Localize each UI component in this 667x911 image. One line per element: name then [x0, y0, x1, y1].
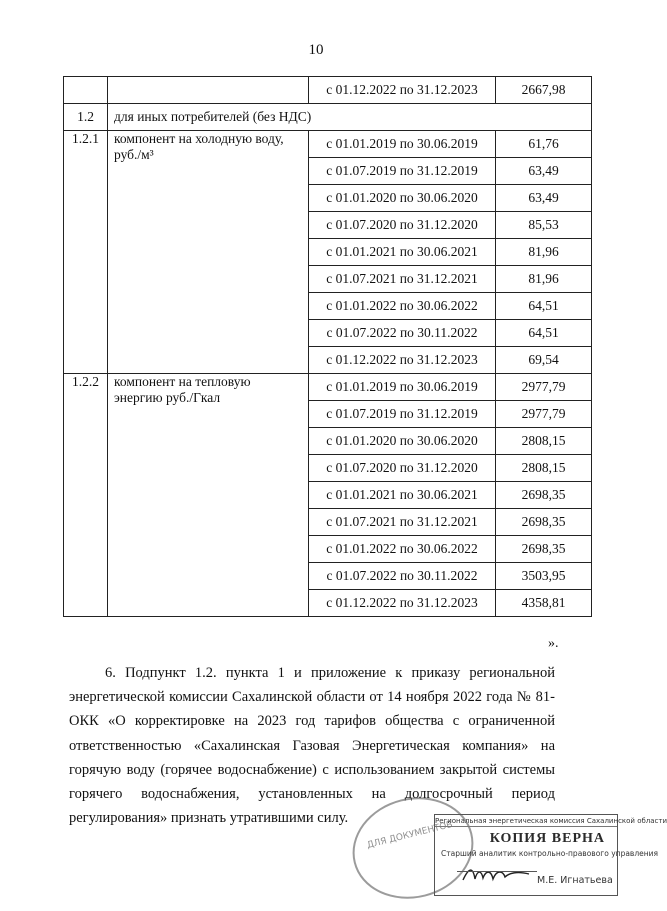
- table-cell-empty: [108, 77, 309, 104]
- section-number: 1.2.2: [64, 374, 108, 617]
- value-cell: 64,51: [496, 320, 592, 347]
- signature-line: [457, 871, 537, 872]
- stamp-organization: Региональная энергетическая комиссия Сахалинской области: [435, 817, 667, 825]
- section-name: компонент на тепловую энергию руб./Гкал: [108, 374, 309, 617]
- period-cell: с 01.07.2020 по 31.12.2020: [309, 455, 496, 482]
- period-cell: с 01.12.2022 по 31.12.2023: [309, 347, 496, 374]
- period-cell: с 01.01.2020 по 30.06.2020: [309, 185, 496, 212]
- value-cell: 81,96: [496, 239, 592, 266]
- period-cell: с 01.07.2019 по 31.12.2019: [309, 158, 496, 185]
- period-cell: с 01.01.2021 по 30.06.2021: [309, 482, 496, 509]
- table-row: [64, 77, 592, 104]
- group-row: [64, 104, 592, 131]
- period-cell: с 01.01.2019 по 30.06.2019: [309, 374, 496, 401]
- value-cell: 85,53: [496, 212, 592, 239]
- table-cell-empty: [64, 77, 108, 104]
- table-row: [64, 131, 592, 158]
- closing-quote: ».: [548, 636, 559, 651]
- value-cell: 61,76: [496, 131, 592, 158]
- value-cell: 2808,15: [496, 428, 592, 455]
- period-cell: с 01.07.2021 по 31.12.2021: [309, 266, 496, 293]
- value-cell: 2698,35: [496, 509, 592, 536]
- value-cell: 2808,15: [496, 455, 592, 482]
- copy-certified-stamp: [434, 814, 667, 896]
- value-cell: 63,49: [496, 185, 592, 212]
- tariff-table: [63, 76, 592, 617]
- period-cell: с 01.07.2022 по 30.11.2022: [309, 320, 496, 347]
- period-cell: с 01.01.2021 по 30.06.2021: [309, 239, 496, 266]
- value-cell: 2698,35: [496, 482, 592, 509]
- period-cell: с 01.07.2019 по 31.12.2019: [309, 401, 496, 428]
- value-cell: 4358,81: [496, 590, 592, 617]
- period-cell: с 01.12.2022 по 31.12.2023: [309, 77, 496, 104]
- signature-icon: [461, 865, 531, 885]
- period-cell: с 01.01.2022 по 30.06.2022: [309, 293, 496, 320]
- page-number: 10: [308, 42, 324, 58]
- stamp-position: Старший аналитик контрольно-правового управления: [441, 849, 659, 858]
- stamp-title: КОПИЯ ВЕРНА: [489, 831, 605, 846]
- value-cell: 64,51: [496, 293, 592, 320]
- period-cell: с 01.07.2021 по 31.12.2021: [309, 509, 496, 536]
- value-cell: 2977,79: [496, 374, 592, 401]
- value-cell: 2667,98: [496, 77, 592, 104]
- paragraph-item-6: 6. Подпункт 1.2. пункта 1 и приложение к приказу региональной энергетической комиссии Сахалинской области от 14 ноября 2022 года № 81-ОКК «О корректировке на 2023 год тарифов общества с ограниченной ответственностью «Сахалинская Газовая Энергетическая компания» на горячую воду (горячее водоснабжение) с использованием закрытой системы горячего водоснабжения, установленных на долгосрочный период регулирования» признать утратившими силу.: [69, 665, 555, 827]
- value-cell: 2698,35: [496, 536, 592, 563]
- group-label: для иных потребителей (без НДС): [108, 104, 592, 131]
- period-cell: с 01.01.2019 по 30.06.2019: [309, 131, 496, 158]
- section-name: компонент на холодную воду, руб./м³: [108, 131, 309, 374]
- seal-text: ДЛЯ ДОКУМЕНТОВ: [365, 819, 454, 851]
- period-cell: с 01.01.2022 по 30.06.2022: [309, 536, 496, 563]
- value-cell: 3503,95: [496, 563, 592, 590]
- value-cell: 63,49: [496, 158, 592, 185]
- stamp-signer: М.Е. Игнатьева: [537, 875, 613, 886]
- period-cell: с 01.07.2020 по 31.12.2020: [309, 212, 496, 239]
- section-number: 1.2.1: [64, 131, 108, 374]
- value-cell: 81,96: [496, 266, 592, 293]
- table-row: [64, 374, 592, 401]
- period-cell: с 01.01.2020 по 30.06.2020: [309, 428, 496, 455]
- value-cell: 69,54: [496, 347, 592, 374]
- period-cell: с 01.12.2022 по 31.12.2023: [309, 590, 496, 617]
- period-cell: с 01.07.2022 по 30.11.2022: [309, 563, 496, 590]
- group-number: 1.2: [64, 104, 108, 131]
- value-cell: 2977,79: [496, 401, 592, 428]
